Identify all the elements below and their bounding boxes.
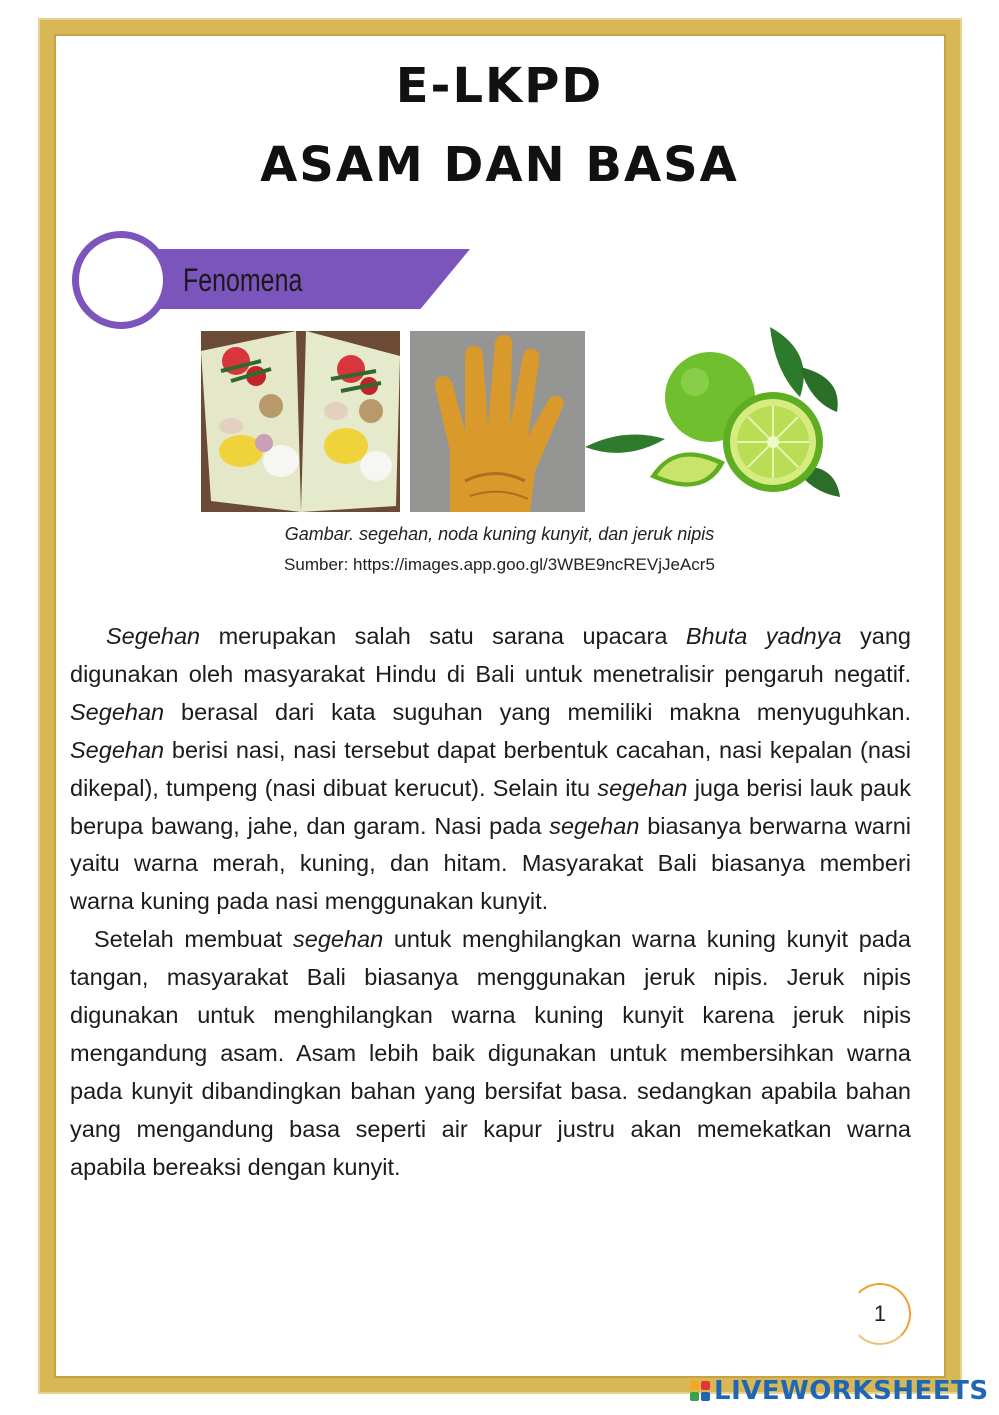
paragraph-2 [70,921,911,1186]
page-subtitle: ASAM DAN BASA [260,137,739,193]
text-run: Setelah membuat [94,926,293,953]
text-run: berisi nasi, nasi tersebut dapat berbentuk cacahan, nasi kepalan (nasi dikepal), tumpeng (nasi dibuat kerucut). Selain itu [70,736,911,801]
body-text [70,618,911,1187]
page-number-badge [849,1283,911,1345]
italic-term: Segehan [70,698,165,725]
text-run: berasal dari kata suguhan yang memiliki makna menyuguhkan. [164,698,911,725]
italic-term: segehan [293,926,384,953]
lime-photo [585,327,845,512]
section-circle-badge [72,231,170,329]
italic-term: Segehan [106,623,201,649]
liveworksheets-logo-icon [690,1381,710,1401]
italic-term: segehan [597,774,688,801]
figure-source: Sumber: https://images.app.goo.gl/3WBE9ncREVjJeAcr5 [284,555,715,574]
figure-caption: Gambar. segehan, noda kuning kunyit, dan jeruk nipis [284,524,715,544]
segehan-photo [201,331,400,512]
text-run: merupakan salah satu sarana upacara [200,623,686,649]
text-run: biasanya berwarna warni yaitu warna merah, kuning, dan hitam. Masyarakat Bali biasanya memberi warna kuning pada nasi menggunakan kunyit. [70,812,911,915]
paragraph-1 [70,618,911,921]
turmeric-stained-hand-photo [410,331,589,512]
text-run: untuk menghilangkan warna kuning kunyit pada tangan, masyarakat Bali biasanya menggunakan jeruk nipis. Jeruk nipis digunakan untuk menghilangkan warna kuning kunyit karena jeruk nipis mengandung asam. Asam lebih baik digunakan untuk membersihkan warna pada kunyit dibandingkan bahan yang bersifat basa. sedangkan apabila bahan yang mengandung basa seperti air kapur justru akan memekatkan warna apabila bereaksi dengan kunyit. [70,926,911,1180]
italic-term: segehan [549,812,640,839]
page-number: 1 [873,1301,887,1326]
text-run: juga berisi lauk pauk berupa bawang, jahe, dan garam. Nasi pada [70,774,911,839]
italic-term: Bhuta yadnya [685,623,842,649]
liveworksheets-brand: LIVEWORKSHEETS [714,1376,989,1406]
page-title: E-LKPD [395,58,604,114]
text-run: yang digunakan oleh masyarakat Hindu di Bali untuk menetralisir pengaruh negatif. [70,623,911,687]
italic-term: Segehan [70,736,165,763]
section-label: Fenomena [183,262,303,298]
liveworksheets-logo [690,1374,989,1408]
